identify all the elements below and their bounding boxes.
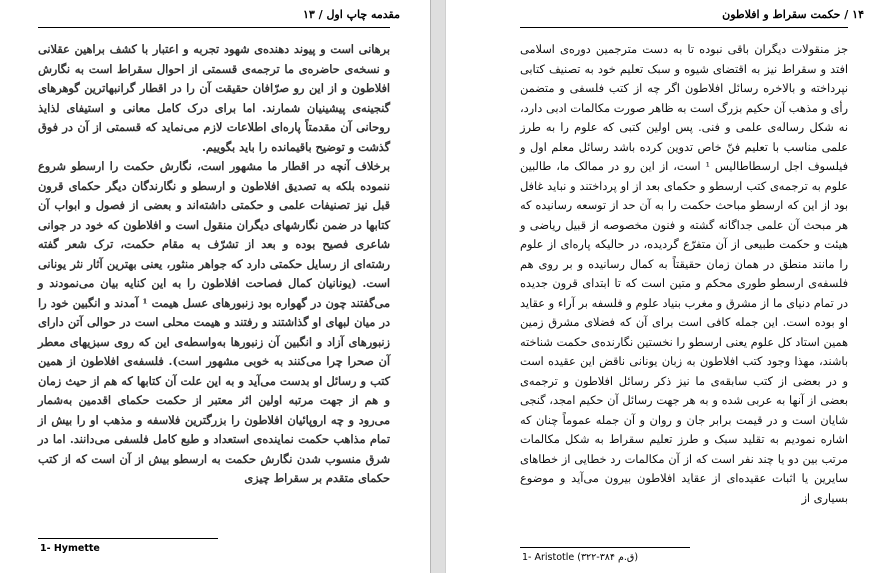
paragraph: برخلاف آنچه در اقطار ما مشهور است، نگارش حکمت را ارسطو شروع ننموده بلکه به تصدیق افلاطون و ارسطو و نگارندگان دیگر حکمای قرون قبل نیز تصنیفات علمی و حکمتی داشته‌اند و بعضی از فصول و ابواب آن کتابها در ضمن نگارشهای دیگران منقول است و افلاطون که خود در جوانی شاعری فصیح بوده و بعد از تشرّف به مقام حکمت، ترک شعر گفته رشته‌ای از رسایل حکمتی دارد که جواهر منثور، یعنی بهترین آثار نثر یونانی است. (یونانیان کمال فصاحت افلاطون را به این کنایه بیان می‌نمودند و می‌گفتند چون در گهواره بود زنبورهای عسل هیمت ¹ آمدند و انگبین خود را در میان لبهای او گذاشتند و رفتند و هیمت محلی است در حوالی آتن دارای زنبورهای آزاد و انگبین آن زنبورها به‌واسطه‌ی این که روی سبزیهای معطر آن صحرا چرا می‌کنند به خوبی مشهور است). فلسفه‌ی افلاطون از همین کتب و رسائل او بدست می‌آید و به این علت آن کتابها که هم از حیث زمان و هم از جهت مرتبه اولین اثر معتبر از حکمت حکمای اقدمین به‌شمار می‌رود و چه اروپائیان افلاطون را بزرگترین فلاسفه و مذهب او را بیش از تمام مذاهب حکمت نماینده‌ی استعداد و طبع کامل فلسفی می‌دانند. اما در شرق منسوب شدن نگارش حکمت به ارسطو بیش از آن است که از کتب حکمای متقدم بر سقراط چیزی (38, 159, 390, 485)
right-page (446, 0, 888, 573)
book-gutter (430, 0, 446, 573)
footnote: 1- Aristotle (۳۲۲-۳۸۴ ق.م) (522, 552, 639, 563)
page-header: ۱۴ / حکمت سقراط و افلاطون (722, 8, 864, 21)
header-rule (38, 27, 390, 28)
page-body (520, 40, 848, 508)
page-header: مقدمه چاپ اول / ۱۳ (302, 8, 400, 21)
paragraph: جز منقولات دیگران باقی نبوده تا به دست مترجمین دوره‌ی اسلامی افتد و سقراط نیز به اقتضای شیوه و سبک تعلیم خود به تصنیف کتابی نپرداخته و بالاخره رسائل افلاطون اگر چه از کتب فلسفی و متضمن رأی و مذهب آن حکیم بزرگ است به ظاهر صورت مکالمات ادبی دارد، نه شکل رساله‌ی علمی و فنی. پس اولین کتبی که علوم را به طرز علمی مناسب با تعلیم فنّ خاص تدوین کرده باشد رسائل معلم اول و فیلسوف اجل ارسطاطالیس ¹ است، از این رو در ممالک ما، طالبین علوم به ترجمه‌ی کتب ارسطو و حکمای بعد از او پرداختند و نباید غافل بود از این که ارسطو مباحث حکمت را به آن حد از توسعه رسانیده که هر مبحث آن علمی جداگانه گشته و فنون مخصوصه از قبیل ریاضی و هیئت و حکمت طبیعی از آن متفرّع گردیده، در حالیکه پاره‌ای از علوم را مانند منطق در همان زمان حقیقتاً به کمال رسانیده و بر روی هم فلسفه‌ی ارسطو طوری محکم و متین است که تا ابتدای قرون جدیده در تمام دنیای ما از مشرق و مغرب بنیاد علوم و فلسفه بر آراء و عقاید او بوده است. این جمله کافی است برای آن که فضلای مشرق زمین همین استاد کل علوم یعنی ارسطو را نخستین نگارنده‌ی حکمت شناخته باشند، مهذا وجود کتب افلاطون به زبان یونانی ناقض این عقیده است و در بعضی از کتب سابقه‌ی ما نیز ذکر رسائل افلاطون و ترجمه‌ی بعضی از آنها به عربی شده و به هر جهت رسائل آن حکیم امجد، گنجی شایان است و در قیمت برابر جان و روان و آن جمله عموماً چنان که اشاره نمودیم به تقلید سبک و طرز تعلیم سقراط به شکل مکالمات مرتب بین دو یا چند نفر است که از آن مکالمات رد خطایی از خطاهای سایرین یا اثبات عقیده‌ای از عقاید افلاطون بیرون می‌آید و موضوع بسیاری از (520, 43, 848, 505)
footnote: 1- Hymette (40, 543, 100, 554)
paragraph: برهانی است و پیوند دهنده‌ی شهود تجربه و اعتبار با کشف براهین عقلانی و نسخه‌ی حاضره‌ی ما ترجمه‌ی قسمتی از احوال سقراط است به نگارش افلاطون و از این رو صرّافان حقیقت آن را در اقطار گرانبهاترین گوهرهای گنجینه‌ی پیشینیان شمارند. اما برای درک کامل معانی و استیفای لذایذ روحانی آن مقدمتاً پاره‌ای اطلاعات لازم می‌نماید که قسمتی از آن در فوق گذشت و توضیح باقیمانده را باید بگوییم. (38, 42, 390, 154)
footnote-rule (38, 538, 218, 539)
footnote-rule (520, 547, 690, 548)
header-rule (520, 27, 848, 28)
page-body (38, 40, 390, 489)
left-page (0, 0, 430, 573)
